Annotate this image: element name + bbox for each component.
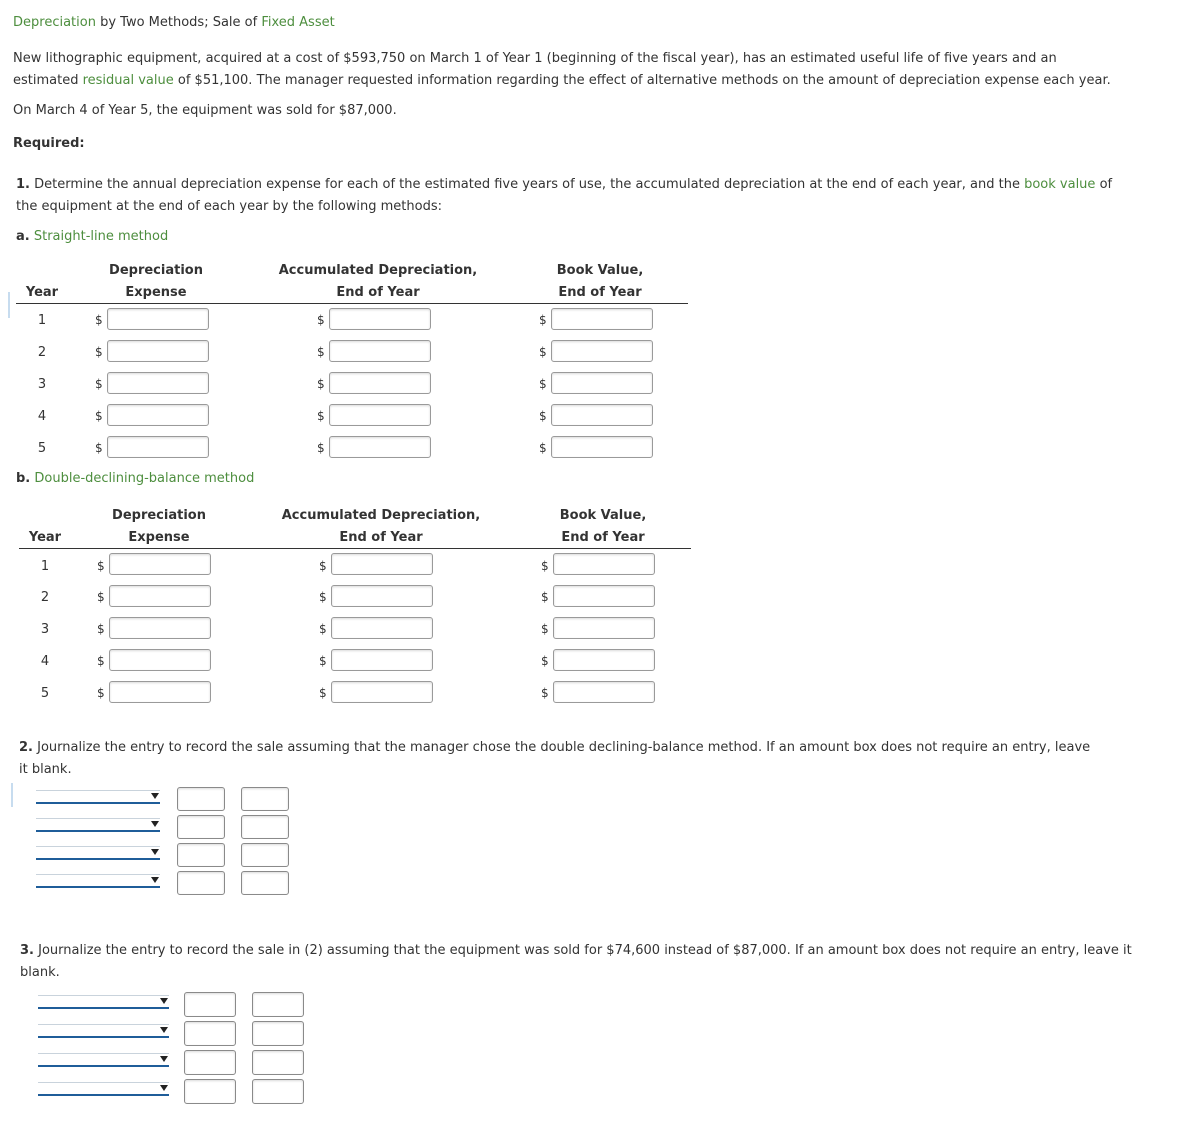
question-3 <box>20 940 1170 984</box>
book-value-header-2: End of Year <box>558 285 642 300</box>
dep-expense-header-2: Expense <box>128 530 190 545</box>
sl-book-value-input-year-5[interactable] <box>551 436 653 458</box>
acc-dep-header-1: Accumulated Depreciation, <box>281 508 481 523</box>
straight-line-method-link[interactable]: Straight-line method <box>33 229 169 244</box>
acc-dep-header-2: End of Year <box>339 530 423 545</box>
header-rule <box>19 548 691 549</box>
currency-symbol: $ <box>95 345 103 359</box>
currency-symbol: $ <box>97 559 105 573</box>
account-select[interactable] <box>38 1053 169 1067</box>
year-cell: 5 <box>37 441 47 456</box>
question-2-number: 2. <box>19 740 33 755</box>
currency-symbol: $ <box>319 559 327 573</box>
account-select[interactable] <box>38 1082 169 1096</box>
credit-amount-input[interactable] <box>241 871 289 895</box>
depreciation-link[interactable]: Depreciation <box>13 15 96 30</box>
currency-symbol: $ <box>97 686 105 700</box>
focus-indicator <box>11 783 13 807</box>
chevron-down-icon <box>151 877 159 883</box>
currency-symbol: $ <box>97 654 105 668</box>
year-cell: 2 <box>37 345 47 360</box>
currency-symbol: $ <box>539 345 547 359</box>
credit-amount-input[interactable] <box>241 787 289 811</box>
year-cell: 3 <box>40 622 50 637</box>
focus-indicator <box>8 292 10 318</box>
problem-intro <box>13 48 1113 92</box>
sl-book-value-input-year-3[interactable] <box>551 372 653 394</box>
ddb-dep-expense-input-year-5[interactable] <box>109 681 211 703</box>
currency-symbol: $ <box>319 622 327 636</box>
currency-symbol: $ <box>539 313 547 327</box>
book-value-header-1: Book Value, <box>556 263 644 278</box>
year-cell: 5 <box>40 686 50 701</box>
year-cell: 4 <box>40 654 50 669</box>
ddb-acc-dep-input-year-4[interactable] <box>331 649 433 671</box>
currency-symbol: $ <box>541 559 549 573</box>
question-2-text: Journalize the entry to record the sale assuming that the manager chose the double declining-balance method. If an amount box does not require an entry, leave it blank. <box>19 740 1091 777</box>
debit-amount-input[interactable] <box>177 787 225 811</box>
account-select[interactable] <box>38 1024 169 1038</box>
dep-expense-header-1: Depreciation <box>109 263 203 278</box>
debit-amount-input[interactable] <box>177 815 225 839</box>
sl-book-value-input-year-2[interactable] <box>551 340 653 362</box>
sl-acc-dep-input-year-1[interactable] <box>329 308 431 330</box>
currency-symbol: $ <box>95 313 103 327</box>
account-select[interactable] <box>36 818 160 832</box>
ddb-acc-dep-input-year-5[interactable] <box>331 681 433 703</box>
currency-symbol: $ <box>539 377 547 391</box>
question-1-text-2: of the equipment at the end of each year by the following methods: <box>16 177 1113 214</box>
page-title <box>13 15 335 30</box>
sl-acc-dep-input-year-3[interactable] <box>329 372 431 394</box>
currency-symbol: $ <box>97 590 105 604</box>
sl-dep-expense-input-year-5[interactable] <box>107 436 209 458</box>
currency-symbol: $ <box>317 345 325 359</box>
question-2 <box>19 737 1099 781</box>
currency-symbol: $ <box>95 377 103 391</box>
acc-dep-header-1: Accumulated Depreciation, <box>278 263 478 278</box>
currency-symbol: $ <box>317 409 325 423</box>
chevron-down-icon <box>151 821 159 827</box>
debit-amount-input[interactable] <box>184 992 236 1017</box>
ddb-acc-dep-input-year-3[interactable] <box>331 617 433 639</box>
debit-amount-input[interactable] <box>184 1050 236 1075</box>
question-3-text: Journalize the entry to record the sale in (2) assuming that the equipment was sold for $74,600 instead of $87,000. If an amount box does not require an entry, leave it blank. <box>20 943 1132 980</box>
account-select[interactable] <box>36 846 160 860</box>
fixed-asset-link[interactable]: Fixed Asset <box>261 15 335 30</box>
chevron-down-icon <box>151 793 159 799</box>
year-cell: 1 <box>40 559 50 574</box>
currency-symbol: $ <box>97 622 105 636</box>
account-select[interactable] <box>36 874 160 888</box>
method-a-label <box>16 229 168 244</box>
required-label: Required: <box>13 136 85 151</box>
currency-symbol: $ <box>539 441 547 455</box>
sl-book-value-input-year-1[interactable] <box>551 308 653 330</box>
sl-dep-expense-input-year-4[interactable] <box>107 404 209 426</box>
currency-symbol: $ <box>317 441 325 455</box>
sl-acc-dep-input-year-4[interactable] <box>329 404 431 426</box>
year-header: Year <box>25 285 59 300</box>
residual-value-link[interactable]: residual value <box>82 73 174 88</box>
sl-book-value-input-year-4[interactable] <box>551 404 653 426</box>
credit-amount-input[interactable] <box>241 815 289 839</box>
sl-acc-dep-input-year-2[interactable] <box>329 340 431 362</box>
credit-amount-input[interactable] <box>252 992 304 1017</box>
currency-symbol: $ <box>541 686 549 700</box>
currency-symbol: $ <box>541 622 549 636</box>
credit-amount-input[interactable] <box>252 1079 304 1104</box>
question-1-number: 1. <box>16 177 30 192</box>
chevron-down-icon <box>160 1056 168 1062</box>
currency-symbol: $ <box>319 686 327 700</box>
chevron-down-icon <box>160 1027 168 1033</box>
currency-symbol: $ <box>317 313 325 327</box>
account-select[interactable] <box>36 790 160 804</box>
double-declining-method-link[interactable]: Double-declining-balance method <box>34 471 255 486</box>
debit-amount-input[interactable] <box>184 1021 236 1046</box>
ddb-book-value-input-year-2[interactable] <box>553 585 655 607</box>
currency-symbol: $ <box>317 377 325 391</box>
sl-dep-expense-input-year-3[interactable] <box>107 372 209 394</box>
chevron-down-icon <box>151 849 159 855</box>
sl-acc-dep-input-year-5[interactable] <box>329 436 431 458</box>
book-value-link[interactable]: book value <box>1024 177 1096 192</box>
ddb-dep-expense-input-year-2[interactable] <box>109 585 211 607</box>
year-cell: 2 <box>40 590 50 605</box>
book-value-header-1: Book Value, <box>559 508 647 523</box>
currency-symbol: $ <box>541 590 549 604</box>
question-1-text-1: Determine the annual depreciation expense for each of the estimated five years of use, the accumulated depreciation at the end of each year, and the <box>29 177 1025 192</box>
chevron-down-icon <box>160 1085 168 1091</box>
ddb-book-value-input-year-1[interactable] <box>553 553 655 575</box>
intro-text-1: New lithographic equipment, acquired at a cost of $593,750 on March 1 of Year 1 (beginning of the fiscal year), has an estimated useful life of five years and an estimated <box>13 51 1057 88</box>
currency-symbol: $ <box>319 590 327 604</box>
ddb-book-value-input-year-4[interactable] <box>553 649 655 671</box>
header-rule <box>16 303 688 304</box>
credit-amount-input[interactable] <box>252 1050 304 1075</box>
debit-amount-input[interactable] <box>184 1079 236 1104</box>
year-cell: 4 <box>37 409 47 424</box>
debit-amount-input[interactable] <box>177 843 225 867</box>
credit-amount-input[interactable] <box>241 843 289 867</box>
intro-text-2: of $51,100. The manager requested information regarding the effect of alternative methods on the amount of depreciation expense each year. <box>173 73 1111 88</box>
ddb-dep-expense-input-year-3[interactable] <box>109 617 211 639</box>
currency-symbol: $ <box>539 409 547 423</box>
ddb-dep-expense-input-year-1[interactable] <box>109 553 211 575</box>
debit-amount-input[interactable] <box>177 871 225 895</box>
dep-expense-header-2: Expense <box>125 285 187 300</box>
ddb-dep-expense-input-year-4[interactable] <box>109 649 211 671</box>
book-value-header-2: End of Year <box>561 530 645 545</box>
sl-dep-expense-input-year-1[interactable] <box>107 308 209 330</box>
ddb-acc-dep-input-year-2[interactable] <box>331 585 433 607</box>
currency-symbol: $ <box>95 441 103 455</box>
sl-dep-expense-input-year-2[interactable] <box>107 340 209 362</box>
acc-dep-header-2: End of Year <box>336 285 420 300</box>
dep-expense-header-1: Depreciation <box>112 508 206 523</box>
credit-amount-input[interactable] <box>252 1021 304 1046</box>
ddb-book-value-input-year-3[interactable] <box>553 617 655 639</box>
question-3-number: 3. <box>20 943 34 958</box>
year-cell: 1 <box>37 313 47 328</box>
account-select[interactable] <box>38 995 169 1009</box>
question-1 <box>16 174 1136 218</box>
currency-symbol: $ <box>95 409 103 423</box>
ddb-book-value-input-year-5[interactable] <box>553 681 655 703</box>
chevron-down-icon <box>160 998 168 1004</box>
year-cell: 3 <box>37 377 47 392</box>
currency-symbol: $ <box>319 654 327 668</box>
currency-symbol: $ <box>541 654 549 668</box>
method-b-label <box>16 471 254 486</box>
title-text: by Two Methods; Sale of <box>95 15 262 30</box>
sale-statement: On March 4 of Year 5, the equipment was sold for $87,000. <box>13 103 397 118</box>
year-header: Year <box>28 530 62 545</box>
ddb-acc-dep-input-year-1[interactable] <box>331 553 433 575</box>
method-a-letter: a. <box>16 229 30 244</box>
method-b-letter: b. <box>16 471 31 486</box>
